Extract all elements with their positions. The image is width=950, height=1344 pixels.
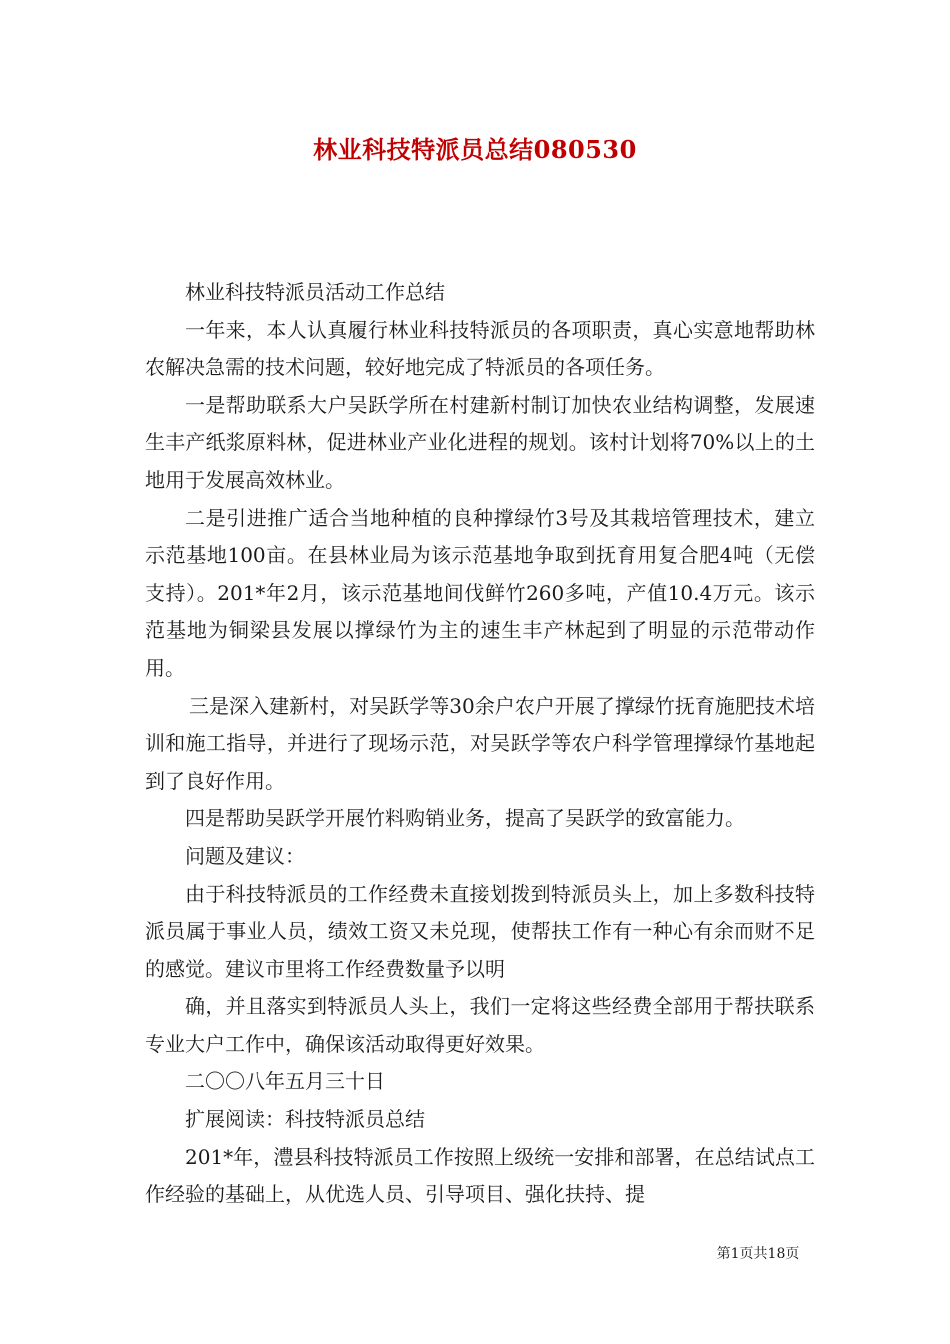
paragraph-point-two: 二是引进推广适合当地种植的良种撑绿竹3号及其栽培管理技术，建立示范基地100亩。在县林业局为该示范基地争取到抚育用复合肥4吨（无偿支持）。201*年2月，该示范基地间伐鲜竹260多吨，产值10.4万元。该示范基地为铜梁县发展以撑绿竹为主的速生丰产林起到了明显的示范带动作用。 xyxy=(145,505,815,680)
paragraph-point-one: 一是帮助联系大户吴跃学所在村建新村制订加快农业结构调整，发展速生丰产纸浆原料林，促进林业产业化进程的规划。该村计划将70%以上的土地用于发展高效林业。 xyxy=(145,392,815,492)
paragraph-point-four: 四是帮助吴跃学开展竹料购销业务，提高了吴跃学的致富能力。 xyxy=(185,806,745,831)
paragraph-issues-heading: 问题及建议： xyxy=(185,843,305,868)
document-body xyxy=(145,274,815,1214)
paragraph-extended-reading: 扩展阅读：科技特派员总结 xyxy=(185,1107,425,1132)
page-footer xyxy=(0,1244,950,1264)
paragraph-extended-body: 201*年，澧县科技特派员工作按照上级统一安排和部署，在总结试点工作经验的基础上，从优选人员、引导项目、强化扶持、提 xyxy=(145,1144,815,1207)
paragraph-heading: 林业科技特派员活动工作总结 xyxy=(185,280,445,304)
paragraph-intro: 一年来，本人认真履行林业科技特派员的各项职责，真心实意地帮助林农解决急需的技术问题，较好地完成了特派员的各项任务。 xyxy=(145,317,815,380)
paragraph-issues: 由于科技特派员的工作经费未直接划拨到特派员头上，加上多数科技特派员属于事业人员，绩效工资又未兑现，使帮扶工作有一种心有余而财不足的感觉。建议市里将工作经费数量予以明 xyxy=(145,881,815,981)
paragraph-date: 二〇〇八年五月三十日 xyxy=(185,1069,385,1094)
paragraph-suggestion: 确，并且落实到特派员人头上，我们一定将这些经费全部用于帮扶联系专业大户工作中，确保该活动取得更好效果。 xyxy=(145,994,815,1056)
paragraph-point-three: 三是深入建新村，对吴跃学等30余户农户开展了撑绿竹抚育施肥技术培训和施工指导，并进行了现场示范，对吴跃学等农户科学管理撑绿竹基地起到了良好作用。 xyxy=(145,693,815,793)
document-title: 林业科技特派员总结080530 xyxy=(313,135,637,164)
page-number: 第1页共18页 xyxy=(716,1246,800,1262)
